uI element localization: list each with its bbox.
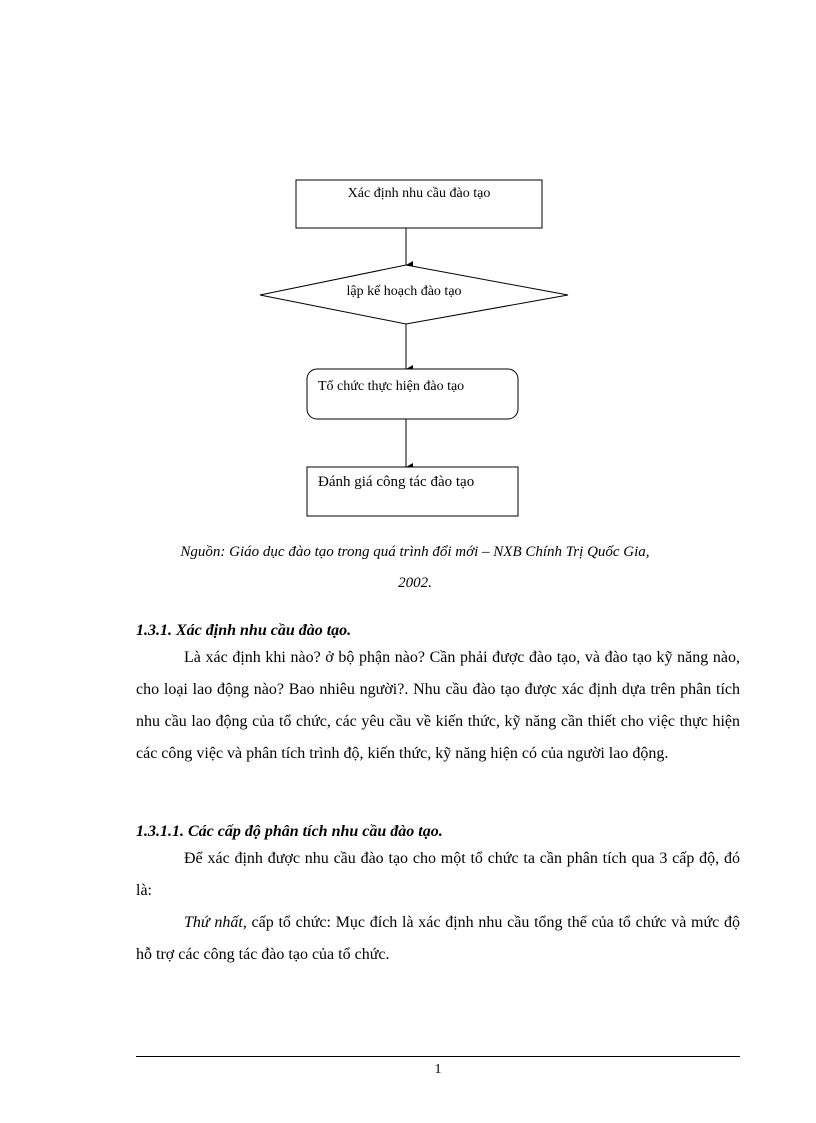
figure-caption-line2: 2002. bbox=[398, 575, 432, 591]
page-number: 1 bbox=[434, 1062, 442, 1077]
step2-label: lập kế hoạch đào tạo bbox=[346, 284, 462, 299]
flowchart bbox=[0, 0, 816, 530]
step3-label: Tổ chức thực hiện đào tạo bbox=[318, 379, 465, 394]
footer-rule bbox=[136, 1056, 740, 1057]
step1-label: Xác định nhu cầu đào tạo bbox=[347, 186, 491, 201]
point1-text: , cấp tổ chức: Mục đích là xác định nhu cầu tổng thể của tổ chức và mức độ hỗ trợ các công tác đào tạo của tổ chức. bbox=[136, 914, 741, 963]
section-1311-body bbox=[136, 843, 740, 971]
section-131-heading: 1.3.1. Xác định nhu cầu đào tạo. bbox=[136, 622, 352, 639]
section-131-paragraph: Là xác định khi nào? ở bộ phận nào? Cần phải được đào tạo, và đào tạo kỹ năng nào, cho loại lao động nào? Bao nhiêu người?. Nhu cầu đào tạo được xác định dựa trên phân tích nhu cầu lao động của tổ chức, các yêu cầu về kiến thức, kỹ năng cần thiết cho việc thực hiện các công việc và phân tích trình độ, kiến thức, kỹ năng hiện có của người lao động. bbox=[136, 649, 740, 762]
step4-label: Đánh giá công tác đào tạo bbox=[318, 474, 475, 490]
section-1311-heading: 1.3.1.1. Các cấp độ phân tích nhu cầu đào tạo. bbox=[136, 823, 443, 840]
section-131-body bbox=[136, 642, 740, 770]
point1-lead: Thứ nhất bbox=[184, 914, 243, 931]
figure-caption-line1: Nguồn: Giáo dục đào tạo trong quá trình đổi mới – NXB Chính Trị Quốc Gia, bbox=[180, 544, 650, 560]
section-1311-point1 bbox=[136, 907, 740, 971]
section-1311-paragraph: Để xác định được nhu cầu đào tạo cho một tổ chức ta cần phân tích qua 3 cấp độ, đó là: bbox=[136, 850, 740, 899]
